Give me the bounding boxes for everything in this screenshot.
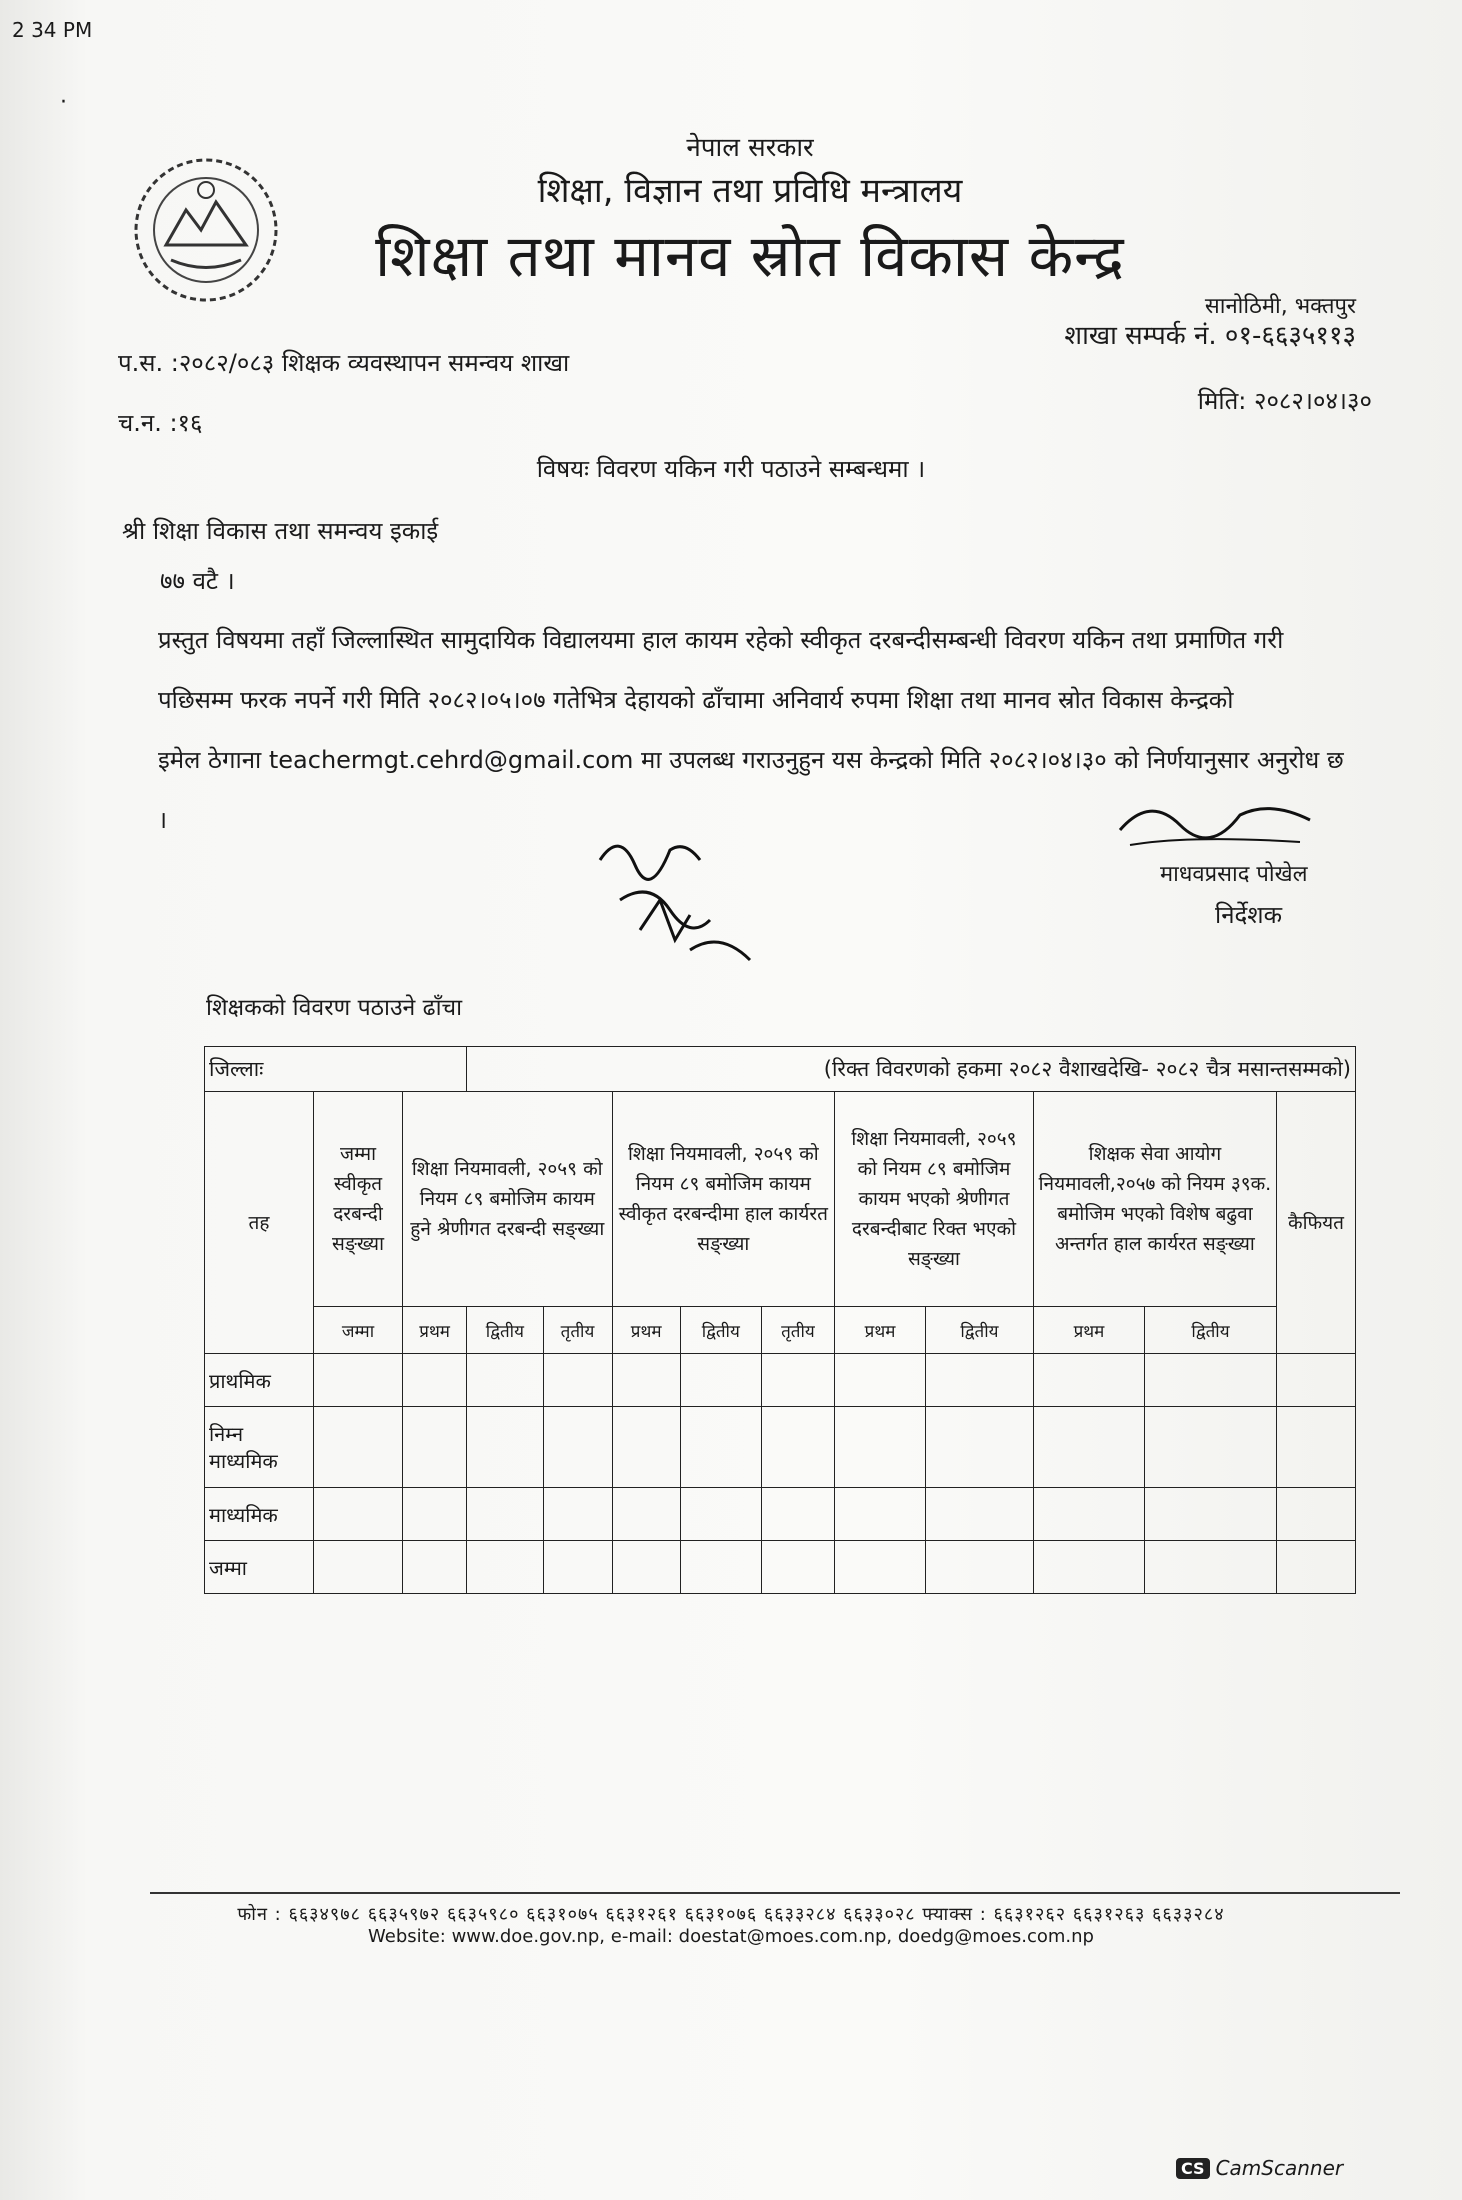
col-level: तह	[205, 1092, 314, 1354]
col-remarks: कैफियत	[1277, 1092, 1356, 1354]
form-cell[interactable]	[1033, 1407, 1144, 1488]
sub-third: तृतीय	[761, 1307, 834, 1354]
sub-third: तृतीय	[543, 1307, 612, 1354]
form-cell[interactable]	[612, 1407, 680, 1488]
sub-first: प्रथम	[835, 1307, 926, 1354]
form-cell[interactable]	[925, 1354, 1033, 1407]
form-cell[interactable]	[680, 1407, 761, 1488]
form-cell[interactable]	[314, 1488, 403, 1541]
teacher-details-form	[204, 1046, 1356, 1594]
footer-divider	[150, 1892, 1400, 1894]
row-label: प्राथमिक	[205, 1354, 314, 1407]
form-cell[interactable]	[467, 1541, 543, 1594]
row-label: जम्मा	[205, 1541, 314, 1594]
footer-phones: फोन : ६६३४९७८ ६६३५९७२ ६६३५९८० ६६३१०७५ ६६३१२६१ ६६३१०७६ ६६३३२८४ ६६३३०२८ फ्याक्स : ६६३१२६२ ६६३१२६३ ६६३३२८४	[237, 1904, 1225, 1925]
director-signature	[1110, 790, 1330, 860]
form-cell[interactable]	[835, 1488, 926, 1541]
row-label: निम्न माध्यमिक	[205, 1407, 314, 1488]
body-line: पछिसम्म फरक नपर्ने गरी मिति २०८२।०५।०७ गतेभित्र देहायको ढाँचामा अनिवार्य रुपमा शिक्षा तथा मानव स्रोत विकास केन्द्रको	[158, 686, 1234, 714]
status-time: 2 34 PM	[12, 18, 93, 42]
body-line: ।	[158, 806, 168, 834]
letter-recipient: श्री शिक्षा विकास तथा समन्वय इकाई	[122, 517, 439, 545]
form-cell[interactable]	[403, 1488, 467, 1541]
form-cell[interactable]	[467, 1407, 543, 1488]
header-government: नेपाल सरकार	[686, 133, 814, 163]
sub-second: द्वितीय	[680, 1307, 761, 1354]
office-address: सानोठिमी, भक्तपुर	[1204, 294, 1356, 319]
form-cell[interactable]	[467, 1354, 543, 1407]
row-label: माध्यमिक	[205, 1488, 314, 1541]
director-name: माधवप्रसाद पोखेल	[1160, 862, 1308, 887]
header-row	[205, 1092, 1356, 1307]
sub-second: द्वितीय	[1144, 1307, 1276, 1354]
letter-reference: प.स. :२०८२/०८३ शिक्षक व्यवस्थापन समन्वय शाखा	[118, 349, 570, 377]
form-cell[interactable]	[835, 1407, 926, 1488]
header-ministry: शिक्षा, विज्ञान तथा प्रविधि मन्त्रालय	[537, 171, 963, 211]
form-cell[interactable]	[314, 1407, 403, 1488]
form-cell[interactable]	[1033, 1488, 1144, 1541]
form-cell[interactable]	[1033, 1541, 1144, 1594]
form-cell[interactable]	[680, 1488, 761, 1541]
form-cell[interactable]	[543, 1488, 612, 1541]
corner-mark: ·	[60, 90, 67, 115]
col-vacant-count: शिक्षा नियमावली, २०५९ को नियम ८९ बमोजिम कायम भएको श्रेणीगत दरबन्दीबाट रिक्त भएको सङ्ख्या	[835, 1092, 1034, 1307]
form-cell[interactable]	[1144, 1488, 1276, 1541]
letter-subject: विषयः विवरण यकिन गरी पठाउने सम्बन्धमा ।	[536, 455, 926, 483]
col-special-promotion: शिक्षक सेवा आयोग नियमावली,२०५७ को नियम ३९क. बमोजिम भएको विशेष बढुवा अन्तर्गत हाल कार्यरत सङ्ख्या	[1033, 1092, 1276, 1307]
form-cell[interactable]	[761, 1407, 834, 1488]
form-cell[interactable]	[1277, 1541, 1356, 1594]
sub-first: प्रथम	[612, 1307, 680, 1354]
letter-number: च.न. :१६	[118, 409, 203, 437]
form-cell[interactable]	[835, 1541, 926, 1594]
form-title: शिक्षकको विवरण पठाउने ढाँचा	[206, 995, 463, 1021]
col-total-approved: जम्मा स्वीकृत दरबन्दी सङ्ख्या	[314, 1092, 403, 1307]
letter-date: मिति: २०८२।०४।३०	[1197, 387, 1372, 415]
district-label: जिल्लाः	[205, 1047, 467, 1092]
form-cell[interactable]	[467, 1488, 543, 1541]
header-office: शिक्षा तथा मानव स्रोत विकास केन्द्र	[375, 222, 1125, 290]
form-cell[interactable]	[403, 1407, 467, 1488]
form-cell[interactable]	[543, 1541, 612, 1594]
form-cell[interactable]	[925, 1541, 1033, 1594]
camscanner-badge: CS	[1176, 2158, 1210, 2179]
table-row	[205, 1488, 1356, 1541]
table-row	[205, 1407, 1356, 1488]
footer-website: Website: www.doe.gov.np, e-mail: doestat@moes.com.np, doedg@moes.com.np	[368, 1926, 1094, 1947]
sub-first: प्रथम	[403, 1307, 467, 1354]
form-cell[interactable]	[543, 1354, 612, 1407]
table-row	[205, 1541, 1356, 1594]
form-cell[interactable]	[543, 1407, 612, 1488]
period-note: (रिक्त विवरणको हकमा २०८२ वैशाखदेखि- २०८२ चैत्र मसान्तसम्मको)	[467, 1047, 1356, 1092]
form-cell[interactable]	[925, 1488, 1033, 1541]
form-cell[interactable]	[612, 1488, 680, 1541]
form-cell[interactable]	[680, 1541, 761, 1594]
director-title: निर्देशक	[1215, 901, 1283, 929]
letter-recipient-place: ७७ वटै ।	[160, 567, 235, 595]
col-category-posts: शिक्षा नियमावली, २०५९ को नियम ८९ बमोजिम कायम हुने श्रेणीगत दरबन्दी सङ्ख्या	[403, 1092, 613, 1307]
form-cell[interactable]	[314, 1541, 403, 1594]
form-cell[interactable]	[1033, 1354, 1144, 1407]
body-line: प्रस्तुत विषयमा तहाँ जिल्लास्थित सामुदायिक विद्यालयमा हाल कायम रहेको स्वीकृत दरबन्दीसम्बन्धी विवरण यकिन तथा प्रमाणित गरी	[158, 626, 1284, 654]
col-working-count: शिक्षा नियमावली, २०५९ को नियम ८९ बमोजिम कायम स्वीकृत दरबन्दीमा हाल कार्यरत सङ्ख्या	[612, 1092, 835, 1307]
subheader-row	[205, 1307, 1356, 1354]
form-cell[interactable]	[1144, 1541, 1276, 1594]
form-cell[interactable]	[1144, 1407, 1276, 1488]
sub-total: जम्मा	[314, 1307, 403, 1354]
form-cell[interactable]	[835, 1354, 926, 1407]
form-cell[interactable]	[1144, 1354, 1276, 1407]
form-cell[interactable]	[314, 1354, 403, 1407]
form-cell[interactable]	[1277, 1407, 1356, 1488]
form-cell[interactable]	[612, 1354, 680, 1407]
handwritten-initials	[590, 820, 790, 980]
sub-second: द्वितीय	[467, 1307, 543, 1354]
government-emblem-icon	[126, 150, 286, 310]
form-cell[interactable]	[925, 1407, 1033, 1488]
form-cell[interactable]	[1277, 1488, 1356, 1541]
camscanner-watermark	[1176, 2156, 1343, 2180]
sub-second: द्वितीय	[925, 1307, 1033, 1354]
form-cell[interactable]	[761, 1488, 834, 1541]
district-row	[205, 1047, 1356, 1092]
office-phone: शाखा सम्पर्क नं. ०१-६६३५११३	[1064, 321, 1356, 351]
form-cell[interactable]	[1277, 1354, 1356, 1407]
form-cell[interactable]	[761, 1541, 834, 1594]
form-cell[interactable]	[403, 1354, 467, 1407]
sub-first: प्रथम	[1033, 1307, 1144, 1354]
table-row	[205, 1354, 1356, 1407]
body-line: इमेल ठेगाना teachermgt.cehrd@gmail.com मा उपलब्ध गराउनुहुन यस केन्द्रको मिति २०८२।०४।३० को निर्णयानुसार अनुरोध छ	[158, 746, 1344, 774]
form-cell[interactable]	[403, 1541, 467, 1594]
form-cell[interactable]	[680, 1354, 761, 1407]
camscanner-name: CamScanner	[1215, 2156, 1344, 2180]
form-cell[interactable]	[761, 1354, 834, 1407]
form-cell[interactable]	[612, 1541, 680, 1594]
